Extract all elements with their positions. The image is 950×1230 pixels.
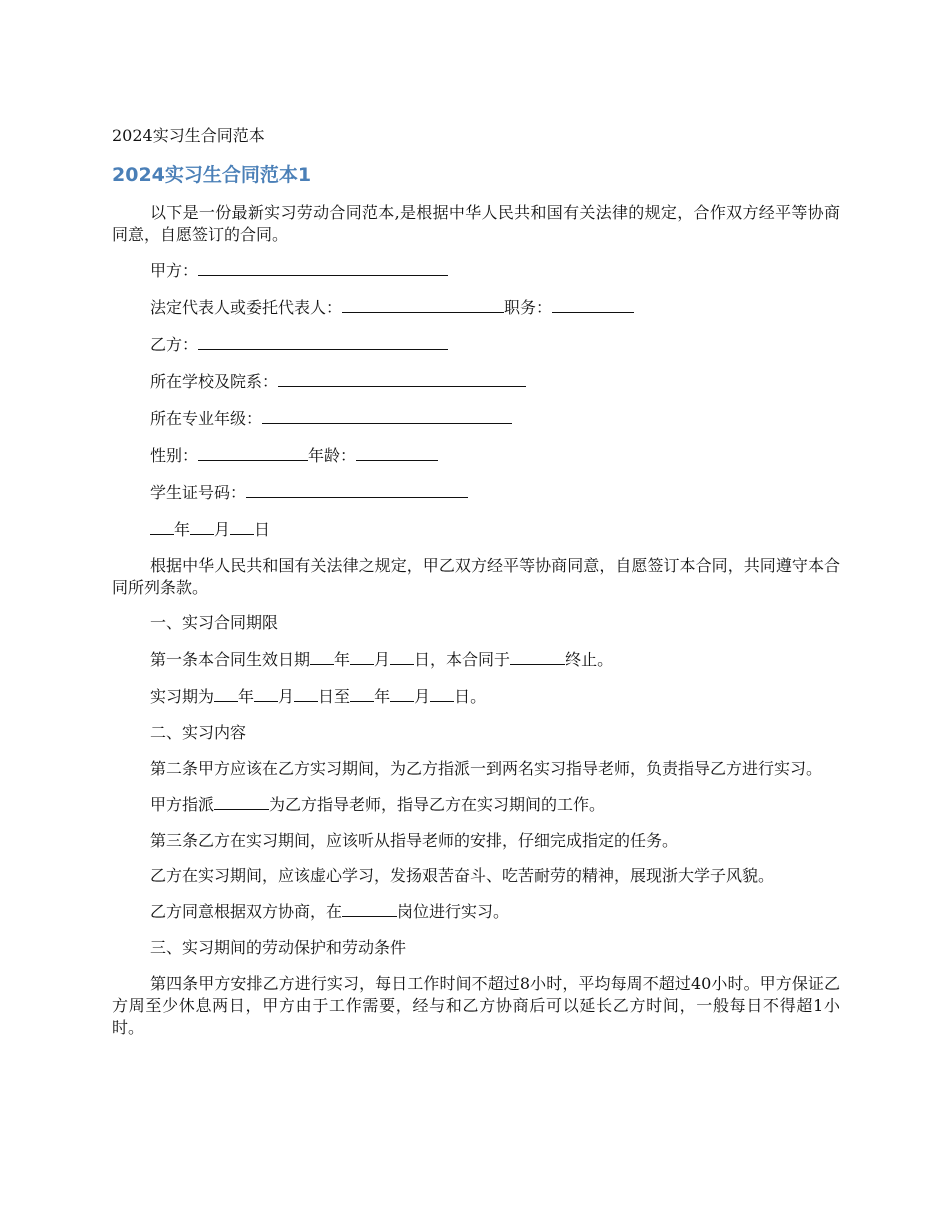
period-month2-blank (390, 685, 414, 702)
day-blank (230, 518, 254, 535)
article-2: 第二条甲方应该在乙方实习期间，为乙方指派一到两名实习指导老师，负责指导乙方进行实习。 (150, 759, 823, 778)
assign-blank (214, 793, 269, 810)
article-1-month-blank (350, 648, 374, 665)
party-b-blank (198, 333, 448, 350)
period-text: 实习期为 (150, 687, 215, 706)
article-3: 第三条乙方在实习期间，应该听从指导老师的安排，仔细完成指定的任务。 (150, 831, 679, 850)
period-year2: 年 (374, 687, 391, 706)
agree-blank (342, 900, 397, 917)
document-title: 2024实习生合同范本 (112, 126, 265, 145)
intro-paragraph: 以下是一份最新实习劳动合同范本,是根据中华人民共和国有关法律的规定，合作双方经平等协商同意，自愿签订的合同。 (112, 203, 840, 244)
article-1-day: 日，本合同于 (414, 650, 511, 669)
party-a-label: 甲方： (150, 261, 199, 280)
article-1-year: 年 (334, 650, 351, 669)
agree-text: 乙方同意根据双方协商，在 (150, 902, 343, 921)
month-label: 月 (214, 520, 231, 539)
period-month-blank (254, 685, 278, 702)
period-to: 日至 (318, 687, 351, 706)
agree-text-end: 岗位进行实习。 (397, 902, 510, 921)
position-label: 职务： (504, 298, 553, 317)
section-2-title: 二、实习内容 (150, 723, 247, 742)
day-label: 日 (254, 520, 271, 539)
major-blank (262, 407, 512, 424)
gender-blank (198, 444, 308, 461)
student-id-field (112, 481, 840, 504)
year-label: 年 (174, 520, 191, 539)
month-blank (190, 518, 214, 535)
major-label: 所在专业年级： (150, 409, 263, 428)
section-3-title: 三、实习期间的劳动保护和劳动条件 (150, 938, 407, 957)
period-day2: 日。 (454, 687, 487, 706)
period-year-blank (214, 685, 238, 702)
date-field (112, 518, 840, 541)
school-label: 所在学校及院系： (150, 372, 279, 391)
party-a-blank (198, 259, 448, 276)
section-heading: 2024实习生合同范本1 (112, 164, 312, 186)
party-a-field (112, 259, 840, 282)
article-1-text: 第一条本合同生效日期 (150, 650, 311, 669)
age-blank (356, 444, 438, 461)
major-field (112, 407, 840, 430)
representative-field (112, 296, 840, 319)
period-day-blank (294, 685, 318, 702)
gender-label: 性别： (150, 446, 199, 465)
school-blank (278, 370, 526, 387)
assign-teacher (112, 793, 840, 816)
period-month2: 月 (414, 687, 431, 706)
year-blank (150, 518, 174, 535)
student-id-blank (246, 481, 468, 498)
document-body (112, 124, 840, 1052)
article-1-year-blank (310, 648, 334, 665)
representative-label: 法定代表人或委托代表人： (150, 298, 343, 317)
article-1-day-blank (390, 648, 414, 665)
article-1-month: 月 (374, 650, 391, 669)
article-1-end-blank (510, 648, 565, 665)
party-b-field (112, 333, 840, 356)
period-day2-blank (430, 685, 454, 702)
student-id-label: 学生证号码： (150, 483, 247, 502)
article-4: 第四条甲方安排乙方进行实习，每日工作时间不超过8小时，平均每周不超过40小时。甲方保证乙方周至少休息两日，甲方由于工作需要，经与和乙方协商后可以延长乙方时间，一般每日不得超1小时。 (112, 974, 840, 1037)
age-label: 年龄： (308, 446, 357, 465)
article-1-end: 终止。 (565, 650, 614, 669)
period-month: 月 (278, 687, 295, 706)
gender-age-field (112, 444, 840, 467)
assign-text-end: 为乙方指导老师，指导乙方在实习期间的工作。 (269, 795, 606, 814)
position-agreement (112, 900, 840, 923)
party-b-label: 乙方： (150, 335, 199, 354)
section-1-title: 一、实习合同期限 (150, 613, 279, 632)
basis-paragraph: 根据中华人民共和国有关法律之规定，甲乙双方经平等协商同意，自愿签订本合同，共同遵守本合同所列条款。 (112, 556, 840, 597)
period-year2-blank (350, 685, 374, 702)
internship-period (112, 685, 840, 708)
representative-blank (342, 296, 504, 313)
period-year: 年 (238, 687, 255, 706)
school-field (112, 370, 840, 393)
assign-text: 甲方指派 (150, 795, 215, 814)
article-1 (112, 648, 840, 671)
study-paragraph: 乙方在实习期间，应该虚心学习，发扬艰苦奋斗、吃苦耐劳的精神，展现浙大学子风貌。 (150, 866, 775, 885)
position-blank (552, 296, 634, 313)
